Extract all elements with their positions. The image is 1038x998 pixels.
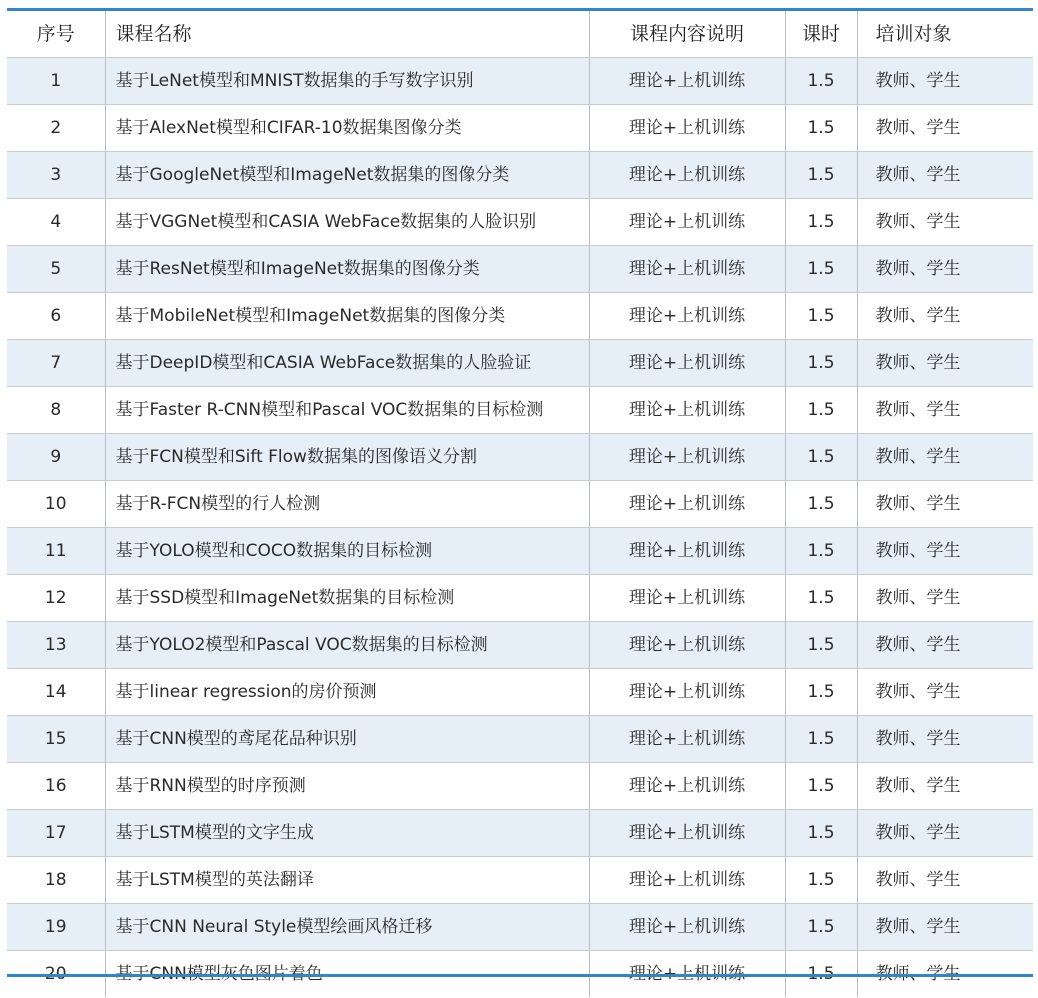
table-row — [7, 810, 1033, 857]
table-row — [7, 528, 1033, 575]
cell-course-name: 基于YOLO模型和COCO数据集的目标检测 — [105, 528, 589, 575]
cell-course-name: 基于AlexNet模型和CIFAR-10数据集图像分类 — [105, 105, 589, 152]
cell-class-hours: 1.5 — [785, 387, 857, 434]
table-row — [7, 340, 1033, 387]
cell-content-description: 理论+上机训练 — [589, 857, 785, 904]
cell-course-name: 基于GoogleNet模型和ImageNet数据集的图像分类 — [105, 152, 589, 199]
table-row — [7, 716, 1033, 763]
cell-course-name: 基于RNN模型的时序预测 — [105, 763, 589, 810]
cell-course-name: 基于CNN Neural Style模型绘画风格迁移 — [105, 904, 589, 951]
cell-no: 11 — [7, 528, 105, 575]
cell-content-description: 理论+上机训练 — [589, 340, 785, 387]
table-row — [7, 293, 1033, 340]
header-content-description: 课程内容说明 — [589, 11, 785, 58]
cell-course-name: 基于DeepID模型和CASIA WebFace数据集的人脸验证 — [105, 340, 589, 387]
cell-no: 8 — [7, 387, 105, 434]
cell-class-hours: 1.5 — [785, 481, 857, 528]
cell-course-name: 基于linear regression的房价预测 — [105, 669, 589, 716]
cell-training-target: 教师、学生 — [857, 246, 1033, 293]
header-no: 序号 — [7, 11, 105, 58]
cell-content-description: 理论+上机训练 — [589, 105, 785, 152]
table-row — [7, 857, 1033, 904]
cell-no: 18 — [7, 857, 105, 904]
cell-no: 6 — [7, 293, 105, 340]
cell-class-hours: 1.5 — [785, 528, 857, 575]
cell-class-hours: 1.5 — [785, 293, 857, 340]
cell-class-hours: 1.5 — [785, 669, 857, 716]
cell-course-name: 基于LSTM模型的英法翻译 — [105, 857, 589, 904]
cell-content-description: 理论+上机训练 — [589, 810, 785, 857]
cell-no: 3 — [7, 152, 105, 199]
cell-content-description: 理论+上机训练 — [589, 387, 785, 434]
cell-content-description: 理论+上机训练 — [589, 716, 785, 763]
cell-course-name: 基于LSTM模型的文字生成 — [105, 810, 589, 857]
cell-class-hours: 1.5 — [785, 857, 857, 904]
cell-no: 17 — [7, 810, 105, 857]
cell-class-hours: 1.5 — [785, 199, 857, 246]
cell-no: 4 — [7, 199, 105, 246]
table-row — [7, 105, 1033, 152]
cell-course-name: 基于CNN模型的鸢尾花品种识别 — [105, 716, 589, 763]
cell-class-hours: 1.5 — [785, 58, 857, 105]
cell-content-description: 理论+上机训练 — [589, 199, 785, 246]
cell-training-target: 教师、学生 — [857, 293, 1033, 340]
cell-course-name: 基于LeNet模型和MNIST数据集的手写数字识别 — [105, 58, 589, 105]
cell-training-target: 教师、学生 — [857, 716, 1033, 763]
cell-no: 12 — [7, 575, 105, 622]
cell-training-target: 教师、学生 — [857, 434, 1033, 481]
cell-no: 1 — [7, 58, 105, 105]
cell-course-name: 基于MobileNet模型和ImageNet数据集的图像分类 — [105, 293, 589, 340]
cell-content-description: 理论+上机训练 — [589, 669, 785, 716]
table-row — [7, 622, 1033, 669]
cell-content-description: 理论+上机训练 — [589, 293, 785, 340]
cell-course-name: 基于SSD模型和ImageNet数据集的目标检测 — [105, 575, 589, 622]
table-row — [7, 575, 1033, 622]
cell-class-hours: 1.5 — [785, 434, 857, 481]
cell-content-description: 理论+上机训练 — [589, 152, 785, 199]
cell-class-hours: 1.5 — [785, 716, 857, 763]
cell-no: 2 — [7, 105, 105, 152]
cell-training-target: 教师、学生 — [857, 199, 1033, 246]
cell-training-target: 教师、学生 — [857, 387, 1033, 434]
cell-no: 14 — [7, 669, 105, 716]
cell-course-name: 基于Faster R-CNN模型和Pascal VOC数据集的目标检测 — [105, 387, 589, 434]
cell-no: 13 — [7, 622, 105, 669]
cell-content-description: 理论+上机训练 — [589, 575, 785, 622]
cell-no: 16 — [7, 763, 105, 810]
table-row — [7, 246, 1033, 293]
cell-content-description: 理论+上机训练 — [589, 622, 785, 669]
cell-no: 9 — [7, 434, 105, 481]
table-row — [7, 434, 1033, 481]
cell-training-target: 教师、学生 — [857, 152, 1033, 199]
cell-no: 7 — [7, 340, 105, 387]
cell-course-name: 基于ResNet模型和ImageNet数据集的图像分类 — [105, 246, 589, 293]
cell-class-hours: 1.5 — [785, 246, 857, 293]
course-table — [7, 11, 1033, 997]
cell-no: 10 — [7, 481, 105, 528]
cell-content-description: 理论+上机训练 — [589, 246, 785, 293]
cell-training-target: 教师、学生 — [857, 58, 1033, 105]
cell-class-hours: 1.5 — [785, 152, 857, 199]
cell-course-name: 基于R-FCN模型的行人检测 — [105, 481, 589, 528]
cell-content-description: 理论+上机训练 — [589, 58, 785, 105]
cell-class-hours: 1.5 — [785, 340, 857, 387]
cell-course-name: 基于YOLO2模型和Pascal VOC数据集的目标检测 — [105, 622, 589, 669]
cell-content-description: 理论+上机训练 — [589, 434, 785, 481]
header-course-name: 课程名称 — [105, 11, 589, 58]
table-bottom-rule — [7, 974, 1033, 977]
cell-class-hours: 1.5 — [785, 904, 857, 951]
table-row — [7, 763, 1033, 810]
table-row — [7, 387, 1033, 434]
cell-content-description: 理论+上机训练 — [589, 528, 785, 575]
table-body — [7, 58, 1033, 998]
cell-content-description: 理论+上机训练 — [589, 481, 785, 528]
cell-no: 15 — [7, 716, 105, 763]
table-row — [7, 199, 1033, 246]
cell-no: 5 — [7, 246, 105, 293]
cell-training-target: 教师、学生 — [857, 669, 1033, 716]
cell-class-hours: 1.5 — [785, 622, 857, 669]
cell-training-target: 教师、学生 — [857, 810, 1033, 857]
table-row — [7, 481, 1033, 528]
header-training-target: 培训对象 — [857, 11, 1033, 58]
cell-training-target: 教师、学生 — [857, 575, 1033, 622]
cell-training-target: 教师、学生 — [857, 763, 1033, 810]
cell-training-target: 教师、学生 — [857, 481, 1033, 528]
cell-course-name: 基于FCN模型和Sift Flow数据集的图像语义分割 — [105, 434, 589, 481]
cell-class-hours: 1.5 — [785, 575, 857, 622]
cell-training-target: 教师、学生 — [857, 105, 1033, 152]
cell-content-description: 理论+上机训练 — [589, 904, 785, 951]
table-row — [7, 58, 1033, 105]
cell-course-name: 基于VGGNet模型和CASIA WebFace数据集的人脸识别 — [105, 199, 589, 246]
table-row — [7, 904, 1033, 951]
header-class-hours: 课时 — [785, 11, 857, 58]
cell-training-target: 教师、学生 — [857, 340, 1033, 387]
cell-class-hours: 1.5 — [785, 810, 857, 857]
table-header-row — [7, 11, 1033, 58]
cell-content-description: 理论+上机训练 — [589, 763, 785, 810]
cell-no: 19 — [7, 904, 105, 951]
cell-training-target: 教师、学生 — [857, 904, 1033, 951]
table-row — [7, 669, 1033, 716]
cell-training-target: 教师、学生 — [857, 622, 1033, 669]
cell-class-hours: 1.5 — [785, 105, 857, 152]
table-row — [7, 152, 1033, 199]
cell-training-target: 教师、学生 — [857, 528, 1033, 575]
cell-training-target: 教师、学生 — [857, 857, 1033, 904]
cell-class-hours: 1.5 — [785, 763, 857, 810]
